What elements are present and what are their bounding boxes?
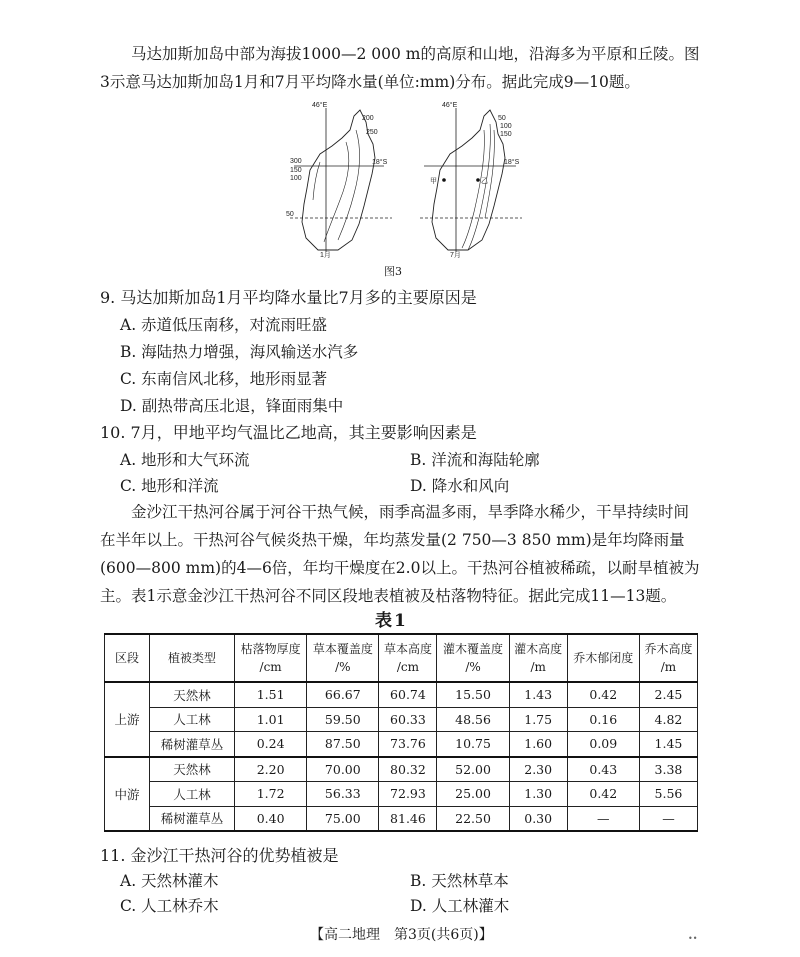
table-cell: 70.00 — [307, 757, 379, 782]
table-cell: 2.20 — [235, 757, 307, 782]
table-cell: 56.33 — [307, 782, 379, 807]
question-10-option-a: A. 地形和大气环流 — [120, 451, 250, 469]
table-cell: 3.38 — [639, 757, 697, 782]
table-row — [105, 806, 698, 831]
question-11-stem: 11. 金沙江干热河谷的优势植被是 — [100, 846, 339, 865]
right-map-point-a-marker — [442, 178, 446, 182]
question-11-option-a: A. 天然林灌木 — [120, 872, 219, 890]
table-cell: 60.74 — [379, 682, 437, 707]
table-row — [105, 682, 698, 707]
right-map-lon-label: 46°E — [442, 102, 458, 109]
table-cell: 15.50 — [437, 682, 509, 707]
table-cell: 52.00 — [437, 757, 509, 782]
table-cell: 48.56 — [437, 707, 509, 732]
right-map-point-b-label: 乙 — [481, 178, 488, 185]
table-cell: 0.42 — [567, 782, 639, 807]
table-cell: 稀树灌草丛 — [150, 806, 235, 831]
table-cell: 87.50 — [307, 732, 379, 757]
table-cell: 2.30 — [509, 757, 567, 782]
header-shrub-height: 灌木高度 /m — [509, 634, 567, 682]
question-9-stem: 9. 马达加斯加岛1月平均降水量比7月多的主要原因是 — [100, 288, 477, 307]
right-map-point-a-label: 甲 — [430, 178, 437, 185]
left-map-lon-label: 46°E — [312, 102, 328, 109]
left-map-isoline-label-4: 150 — [290, 167, 302, 174]
table-cell: 0.42 — [567, 682, 639, 707]
table-cell: 66.67 — [307, 682, 379, 707]
left-map-isoline-label-2: 250 — [366, 129, 378, 136]
table-cell: 2.45 — [639, 682, 697, 707]
table-cell: 稀树灌草丛 — [150, 732, 235, 757]
question-9-option-c: C. 东南信风北移，地形雨显著 — [120, 370, 328, 388]
question-10-stem: 10. 7月，甲地平均气温比乙地高，其主要影响因素是 — [100, 423, 477, 442]
left-map-isoline-label-3: 300 — [290, 158, 302, 165]
table-cell: 5.56 — [639, 782, 697, 807]
question-11-option-b: B. 天然林草本 — [410, 872, 509, 890]
table-header-row — [105, 634, 698, 682]
table-cell: 59.50 — [307, 707, 379, 732]
table-row — [105, 732, 698, 757]
right-map-point-b-marker — [476, 178, 480, 182]
corner-mark: •• — [688, 934, 698, 943]
right-map-isoline-1 — [462, 130, 484, 248]
section-cell-midstream: 中游 — [105, 757, 150, 832]
left-map-isoline-2 — [338, 130, 360, 240]
left-map-coastline — [302, 110, 375, 250]
question-10-option-b: B. 洋流和海陆轮廓 — [410, 451, 540, 469]
table-cell: 73.76 — [379, 732, 437, 757]
right-map-month-label: 7月 — [450, 252, 461, 259]
header-litter-thickness: 枯落物厚度 /cm — [235, 634, 307, 682]
header-section: 区段 — [105, 634, 150, 682]
table-cell: 1.75 — [509, 707, 567, 732]
question-9-option-d: D. 副热带高压北退，锋面雨集中 — [120, 397, 344, 415]
table-cell: 1.60 — [509, 732, 567, 757]
table-cell: 1.45 — [639, 732, 697, 757]
page-footer: 【高二地理 第3页(共6页)】 — [310, 927, 493, 943]
table-cell: 25.00 — [437, 782, 509, 807]
right-map-isoline-label-3: 150 — [500, 131, 512, 138]
table-cell: — — [567, 806, 639, 831]
table-cell: 0.24 — [235, 732, 307, 757]
table-row — [105, 707, 698, 732]
question-11-option-d: D. 人工林灌木 — [410, 897, 510, 915]
table-cell: 人工林 — [150, 782, 235, 807]
table-cell: 4.82 — [639, 707, 697, 732]
header-shrub-coverage: 灌木覆盖度 /% — [437, 634, 509, 682]
table-cell: 1.51 — [235, 682, 307, 707]
header-vegetation-type: 植被类型 — [150, 634, 235, 682]
intro-paragraph-11-13: 金沙江干热河谷属于河谷干热气候，雨季高温多雨，旱季降水稀少，干旱持续时间在半年以上。干热河谷气候炎热干燥，年均蒸发量(2 750—3 850 mm)是年均降雨量(600—800 mm)的4—6倍，年均干燥度在2.0以上。干热河谷植被稀疏，以耐旱植被为主。表1示意金沙江干热河谷不同区段地表植被及枯落物特征。据此完成11—13题。 — [100, 503, 700, 605]
right-map-isoline-label-1: 50 — [498, 115, 506, 122]
table-cell: 0.30 — [509, 806, 567, 831]
intro-paragraph-9-10: 马达加斯加岛中部为海拔1000—2 000 m的高原和山地，沿海多为平原和丘陵。图3示意马达加斯加岛1月和7月平均降水量(单位:mm)分布。据此完成9—10题。 — [100, 45, 700, 91]
left-map-month-label: 1月 — [320, 252, 331, 259]
table-row — [105, 782, 698, 807]
table-row — [105, 757, 698, 782]
table-title: 表1 — [375, 611, 408, 631]
question-11-option-c: C. 人工林乔木 — [120, 897, 219, 915]
table-cell: 81.46 — [379, 806, 437, 831]
table-cell: 75.00 — [307, 806, 379, 831]
table-cell: 人工林 — [150, 707, 235, 732]
table-cell: 10.75 — [437, 732, 509, 757]
table-cell: — — [639, 806, 697, 831]
header-herb-coverage: 草本覆盖度 /% — [307, 634, 379, 682]
table-cell: 0.09 — [567, 732, 639, 757]
header-tree-canopy-density: 乔木郁闭度 — [567, 634, 639, 682]
vegetation-table — [104, 633, 698, 832]
left-map-isoline-label-5: 100 — [290, 175, 302, 182]
table-cell: 1.43 — [509, 682, 567, 707]
question-10-option-d: D. 降水和风向 — [410, 477, 510, 495]
question-9-option-a: A. 赤道低压南移，对流雨旺盛 — [120, 316, 328, 334]
right-map-isoline-3 — [485, 130, 494, 218]
header-herb-height: 草本高度 /cm — [379, 634, 437, 682]
left-map-isoline-label-6: 50 — [286, 211, 294, 218]
table-cell: 0.43 — [567, 757, 639, 782]
table-cell: 1.01 — [235, 707, 307, 732]
question-10-option-c: C. 地形和洋流 — [120, 477, 219, 495]
table-cell: 1.30 — [509, 782, 567, 807]
left-map-isoline-label-1: 200 — [362, 115, 374, 122]
question-9-option-b: B. 海陆热力增强，海风输送水汽多 — [120, 343, 359, 361]
left-map-lat-label: 18°S — [372, 159, 388, 166]
table-cell: 0.40 — [235, 806, 307, 831]
table-cell: 天然林 — [150, 757, 235, 782]
precipitation-maps-figure — [280, 100, 530, 260]
right-map-lat-label: 18°S — [504, 159, 520, 166]
table-cell: 72.93 — [379, 782, 437, 807]
table-cell: 22.50 — [437, 806, 509, 831]
table-cell: 60.33 — [379, 707, 437, 732]
left-map-isoline-3 — [313, 162, 320, 200]
right-map-isoline-label-2: 100 — [500, 123, 512, 130]
header-tree-height: 乔木高度 /m — [639, 634, 697, 682]
table-cell: 80.32 — [379, 757, 437, 782]
table-cell: 1.72 — [235, 782, 307, 807]
table-cell: 天然林 — [150, 682, 235, 707]
left-map-isoline-1 — [324, 142, 349, 242]
section-cell-upstream: 上游 — [105, 682, 150, 757]
table-cell: 0.16 — [567, 707, 639, 732]
figure-caption: 图3 — [384, 265, 402, 278]
